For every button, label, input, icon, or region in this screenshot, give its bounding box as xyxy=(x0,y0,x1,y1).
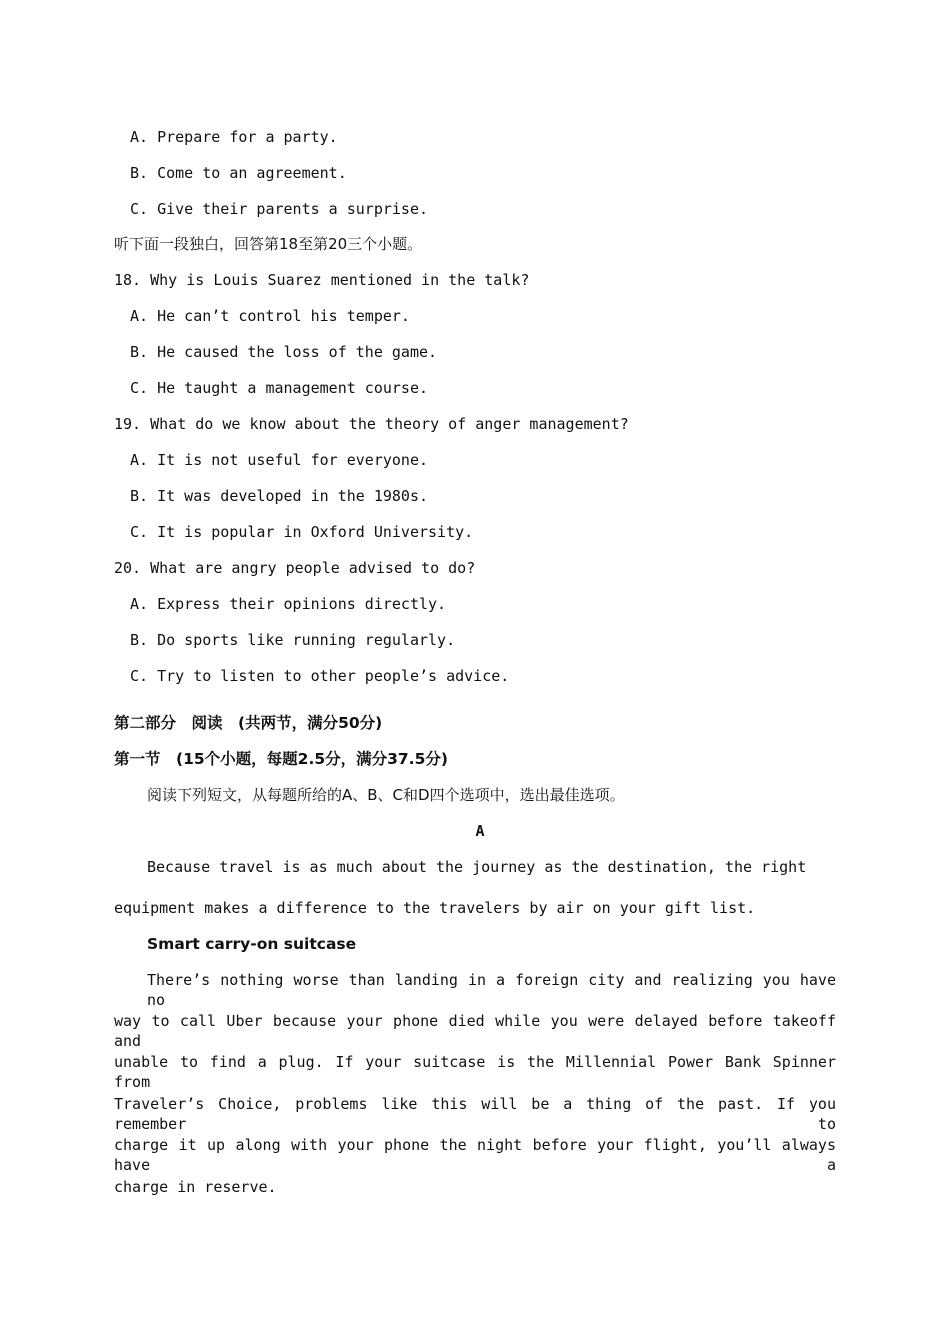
section-one-heading: 第一节 (15个小题，每题2.5分，满分37.5分) xyxy=(114,750,448,768)
q18-option-c: C. He taught a management course. xyxy=(130,379,429,397)
question-19: 19. What do we know about the theory of anger management? xyxy=(114,415,629,433)
q20-option-c: C. Try to listen to other people’s advice. xyxy=(130,667,510,685)
paragraph-line-3: unable to find a plug. If your suitcase is the Millennial Power Bank Spinner from xyxy=(114,1053,836,1091)
intro-line-1: Because travel is as much about the journey as the destination, the right xyxy=(147,858,807,876)
monologue-instruction: 听下面一段独白，回答第18至第20三个小题。 xyxy=(114,235,423,253)
q19-option-c: C. It is popular in Oxford University. xyxy=(130,523,474,541)
paragraph-line-6: charge in reserve. xyxy=(114,1178,277,1196)
q19-option-a: A. It is not useful for everyone. xyxy=(130,451,429,469)
paragraph-line-2: way to call Uber because your phone died while you were delayed before takeoff and xyxy=(114,1012,836,1050)
paragraph-line-1: There’s nothing worse than landing in a foreign city and realizing you have no xyxy=(147,971,836,1009)
question-20: 20. What are angry people advised to do? xyxy=(114,559,476,577)
q18-option-b: B. He caused the loss of the game. xyxy=(130,343,438,361)
q17-option-c: C. Give their parents a surprise. xyxy=(130,200,429,218)
paragraph-line-5: charge it up along with your phone the night before your flight, you’ll always have a xyxy=(114,1136,836,1174)
passage-title: A xyxy=(475,822,485,840)
paragraph-line-4: Traveler’s Choice, problems like this will be a thing of the past. If you remember to xyxy=(114,1095,836,1133)
q19-option-b: B. It was developed in the 1980s. xyxy=(130,487,429,505)
reading-instruction: 阅读下列短文，从每题所给的A、B、C和D四个选项中，选出最佳选项。 xyxy=(147,786,625,804)
subheading: Smart carry-on suitcase xyxy=(147,935,357,953)
q17-option-b: B. Come to an agreement. xyxy=(130,164,347,182)
question-18: 18. Why is Louis Suarez mentioned in the talk? xyxy=(114,271,530,289)
part-two-heading: 第二部分 阅读 (共两节，满分50分) xyxy=(114,714,383,732)
q17-option-a: A. Prepare for a party. xyxy=(130,128,338,146)
q20-option-b: B. Do sports like running regularly. xyxy=(130,631,456,649)
intro-line-2: equipment makes a difference to the travelers by air on your gift list. xyxy=(114,899,756,917)
q20-option-a: A. Express their opinions directly. xyxy=(130,595,447,613)
q18-option-a: A. He can’t control his temper. xyxy=(130,307,410,325)
